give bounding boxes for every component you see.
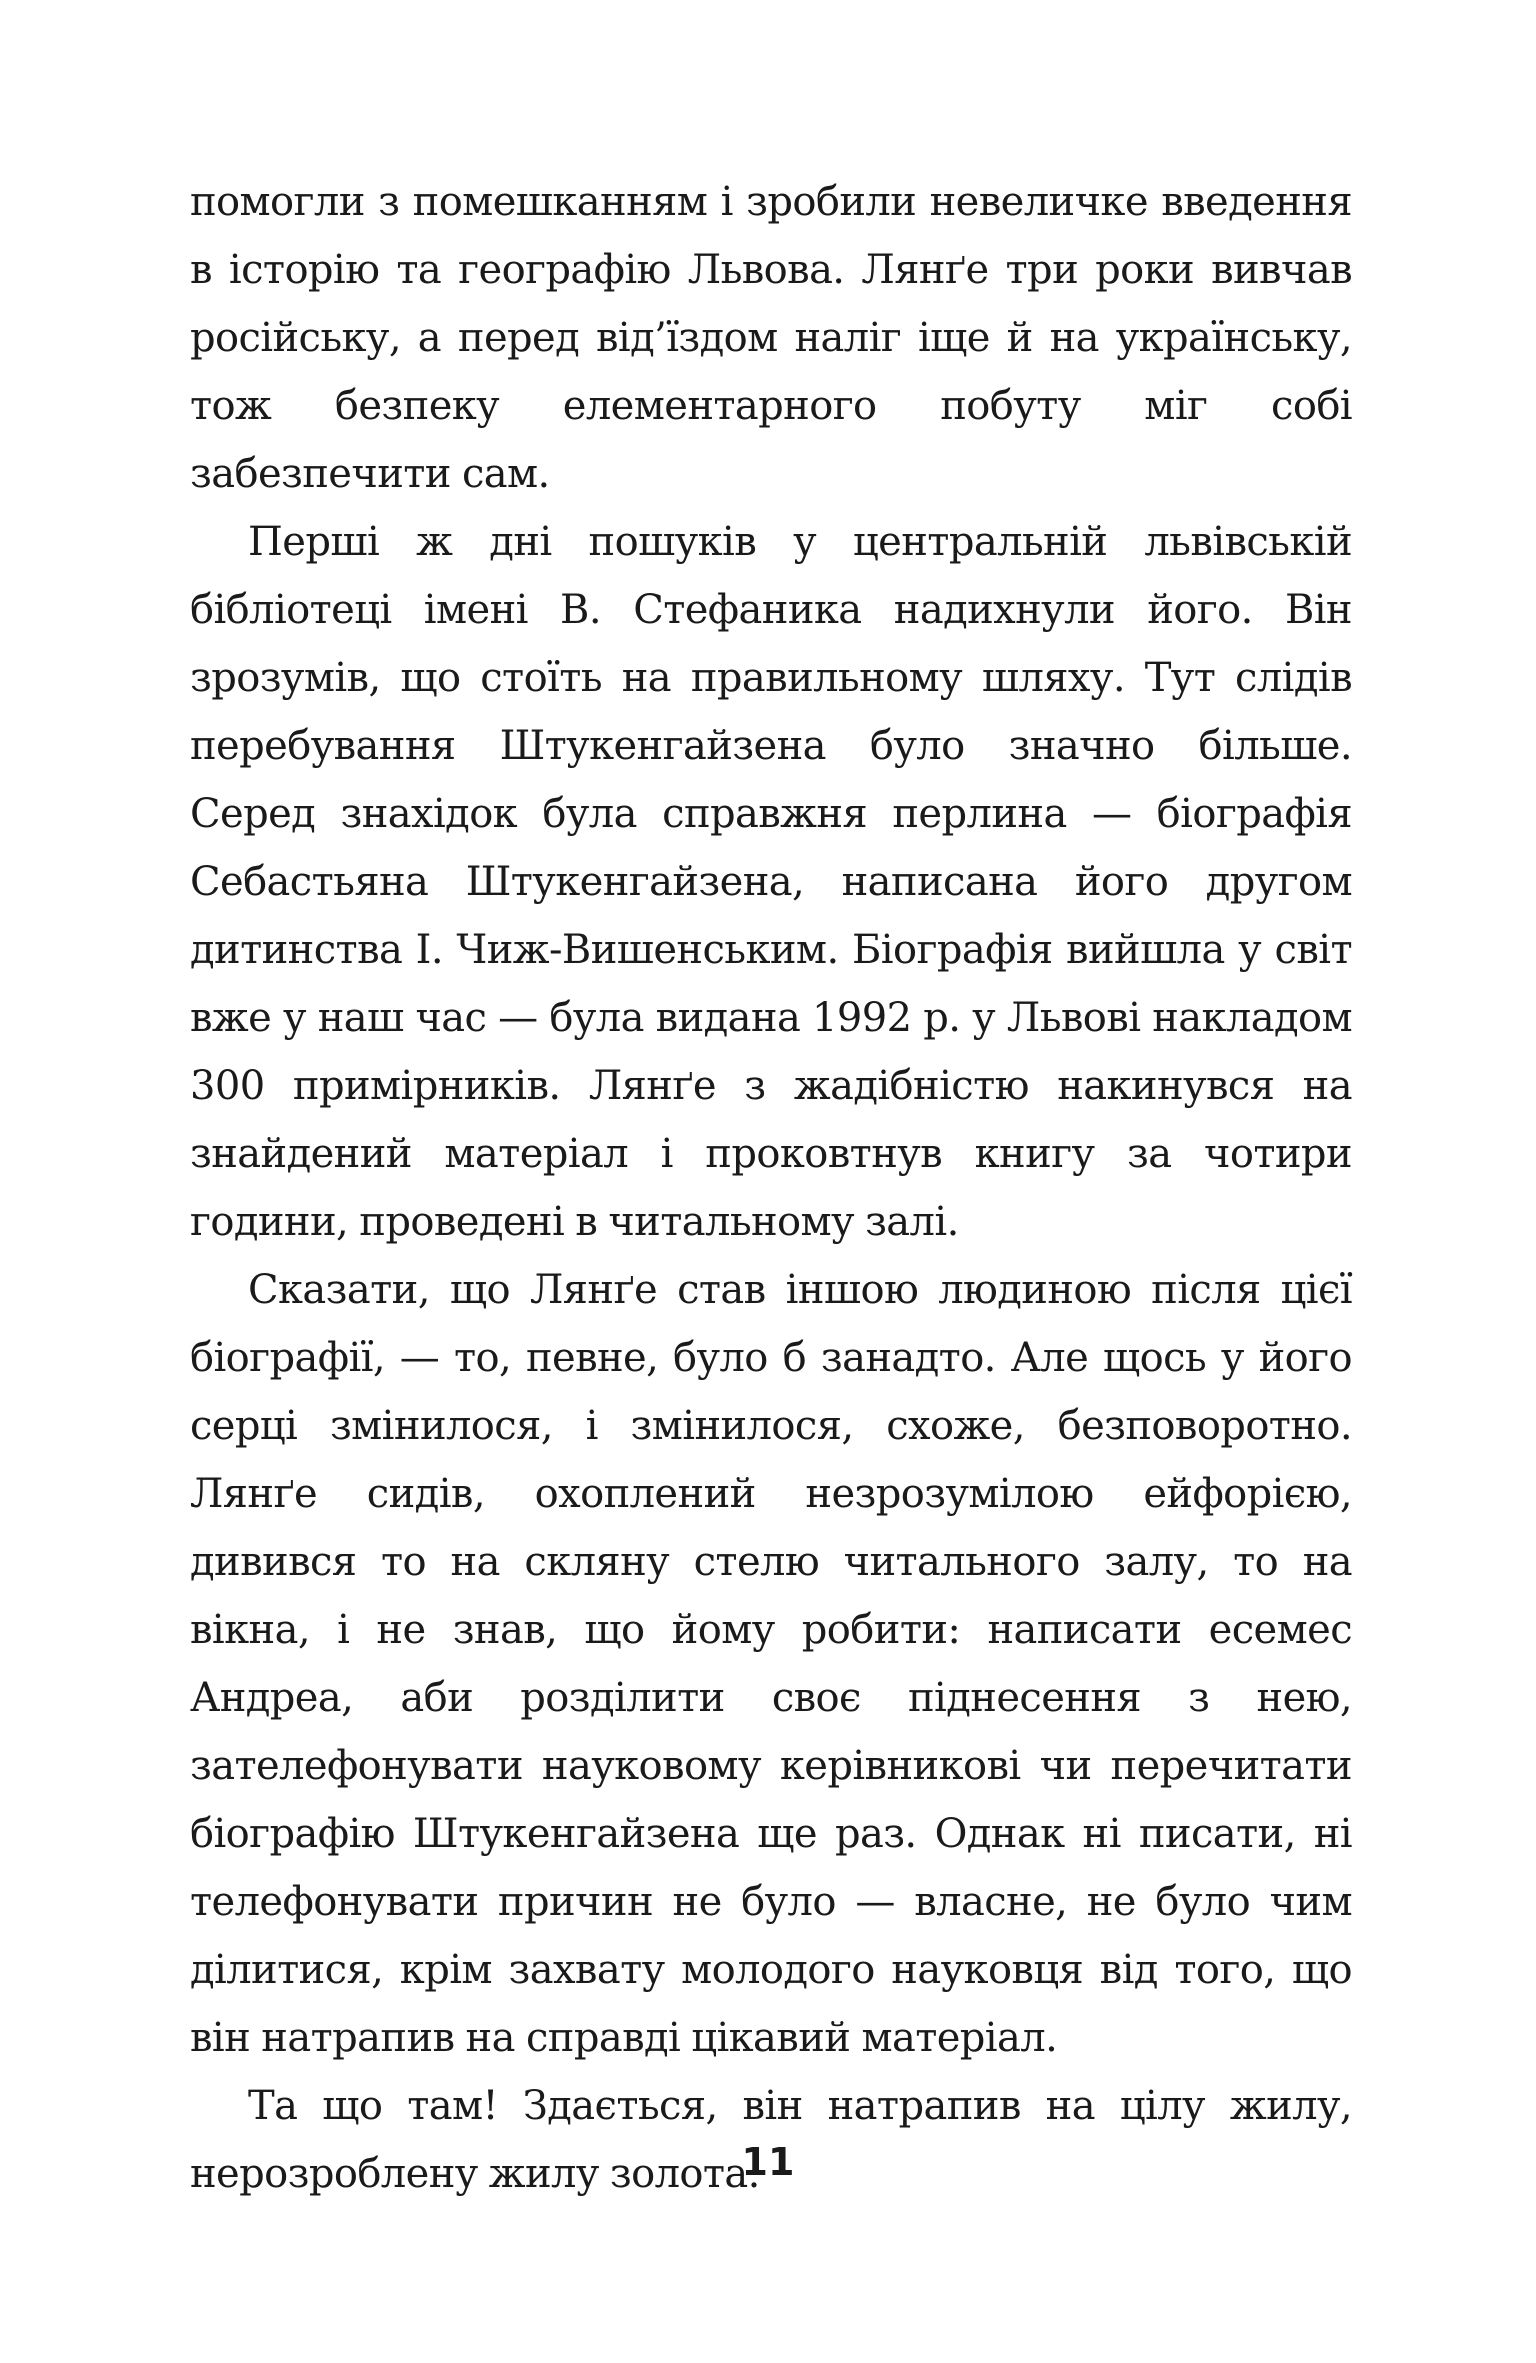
paragraph-3: Сказати, що Лянґе став іншою людиною після цієї біографії, — то, певне, було б занадто. Але щось у його серці змінилося, і змінилося, схоже, безповоротно. Лянґе сидів, охоплений незрозумілою ейфорією, дивився то на скляну стелю читального залу, то на вікна, і не знав, що йому робити: написати есемес Андреа, аби розділити своє піднесення з нею, зателефонувати науковому керівникові чи перечитати біографію Штукенгайзена ще раз. Однак ні писати, ні телефонувати причин не було — власне, не було чим ділитися, крім захвату молодого науковця від того, що він натрапив на справді цікавий матеріал. xyxy=(190,1267,1352,2061)
paragraph-2: Перші ж дні пошуків у центральній львівській бібліотеці імені В. Стефаника надихнули його. Він зрозумів, що стоїть на правильному шляху. Тут слідів перебування Штукенгайзена було значно більше. Серед знахідок була справжня перлина — біографія Себастьяна Штукенгайзена, написана його другом дитинства І. Чиж-Вишенським. Біографія вийшла у світ вже у наш час — була видана 1992 р. у Львові накладом 300 примірників. Лянґе з жадібністю накинувся на знайдений матеріал і проковтнув книгу за чотири години, проведені в читальному залі. xyxy=(190,519,1352,1245)
paragraph-4: Та що там! Здається, він натрапив на цілу жилу, нерозроблену жилу золота. xyxy=(190,2083,1352,2197)
body-text xyxy=(190,168,1352,2208)
paragraph-1: помогли з помешканням і зробили невеличке введення в історію та географію Львова. Лянґе три роки вивчав російську, а перед від’їздом наліг іще й на українську, тож безпеку елементарного побуту міг собі забезпечити сам. xyxy=(190,179,1352,497)
page-number: 11 xyxy=(741,2140,795,2184)
